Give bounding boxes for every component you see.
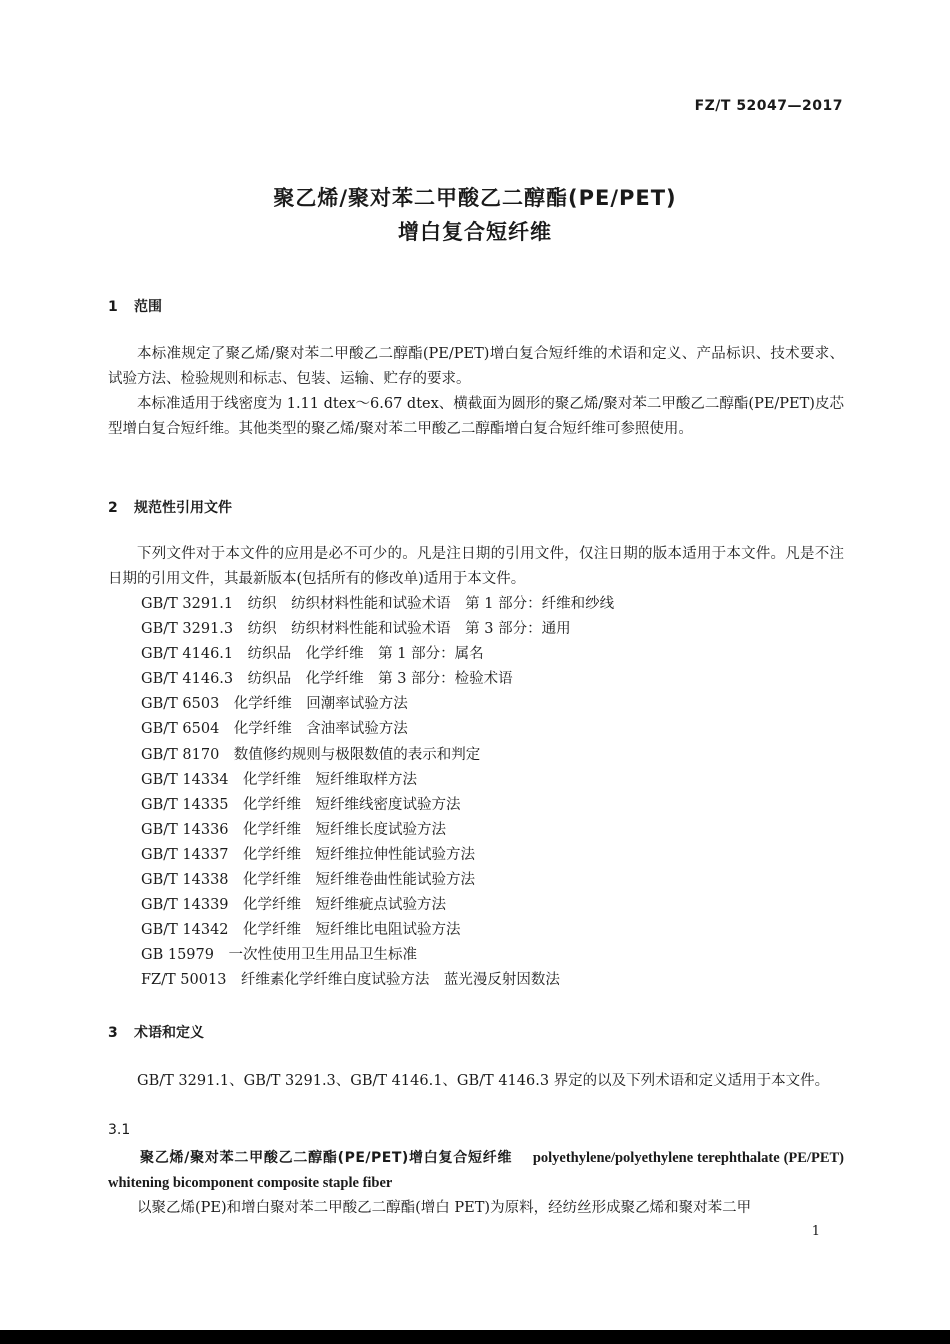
section-number: 3	[108, 1025, 118, 1041]
reference-item: GB/T 4146.3 纺织品 化学纤维 第 3 部分：检验术语	[141, 671, 513, 688]
term-english: polyethylene/polyethylene terephthalate (PE/PET) whitening bicomponent composite staple fiber	[108, 1150, 844, 1191]
terms-intro: GB/T 3291.1、GB/T 3291.3、GB/T 4146.1、GB/T 4146.3 界定的以及下列术语和定义适用于本文件。	[137, 1073, 830, 1089]
reference-item: GB/T 6503 化学纤维 回潮率试验方法	[141, 696, 408, 713]
term-chinese: 聚乙烯/聚对苯二甲酸乙二醇酯(PE/PET)增白复合短纤维	[140, 1150, 513, 1166]
page-number: 1	[811, 1224, 820, 1239]
reference-item: GB/T 6504 化学纤维 含油率试验方法	[141, 721, 408, 738]
term-entry	[108, 1146, 844, 1196]
document-title-line-1: 聚乙烯/聚对苯二甲酸乙二醇酯(PE/PET)	[273, 186, 677, 210]
reference-item: GB/T 14337 化学纤维 短纤维拉伸性能试验方法	[141, 846, 476, 863]
scope-paragraph-2: 本标准适用于线密度为 1.11 dtex～6.67 dtex、横截面为圆形的聚乙烯/聚对苯二甲酸乙二醇酯(PE/PET)皮芯型增白复合短纤维。其他类型的聚乙烯/聚对苯二甲酸乙二醇酯增白复合短纤维可参照使用。	[108, 396, 844, 437]
reference-item: GB/T 4146.1 纺织品 化学纤维 第 1 部分：属名	[141, 646, 484, 663]
section-title: 术语和定义	[134, 1025, 204, 1041]
reference-item: GB/T 14338 化学纤维 短纤维卷曲性能试验方法	[141, 872, 476, 889]
reference-item: GB/T 14336 化学纤维 短纤维长度试验方法	[141, 821, 447, 838]
reference-item: GB/T 3291.1 纺织 纺织材料性能和试验术语 第 1 部分：纤维和纱线	[141, 596, 615, 612]
section-title: 规范性引用文件	[134, 500, 232, 516]
reference-item: GB/T 14334 化学纤维 短纤维取样方法	[141, 771, 418, 788]
reference-item: GB/T 3291.3 纺织 纺织材料性能和试验术语 第 3 部分：通用	[141, 621, 571, 638]
section-2-heading	[108, 497, 232, 517]
reference-item: GB/T 14342 化学纤维 短纤维比电阻试验方法	[141, 922, 461, 939]
normative-refs-intro: 下列文件对于本文件的应用是必不可少的。凡是注日期的引用文件，仅注日期的版本适用于本文件。凡是不注日期的引用文件，其最新版本(包括所有的修改单)适用于本文件。	[108, 546, 844, 587]
document-title-line-2: 增白复合短纤维	[398, 220, 552, 244]
reference-item: FZ/T 50013 纤维素化学纤维白度试验方法 蓝光漫反射因数法	[141, 972, 560, 989]
bottom-border	[0, 1330, 950, 1344]
section-number: 2	[108, 500, 118, 516]
scope-paragraph-1: 本标准规定了聚乙烯/聚对苯二甲酸乙二醇酯(PE/PET)增白复合短纤维的术语和定义、产品标识、技术要求、试验方法、检验规则和标志、包装、运输、贮存的要求。	[108, 346, 844, 387]
reference-item: GB/T 8170 数值修约规则与极限数值的表示和判定	[141, 746, 481, 763]
term-definition: 以聚乙烯(PE)和增白聚对苯二甲酸乙二醇酯(增白 PET)为原料，经纺丝形成聚乙烯和聚对苯二甲	[137, 1200, 752, 1216]
section-3-heading	[108, 1022, 204, 1042]
section-number: 1	[108, 299, 118, 315]
reference-list	[141, 592, 614, 994]
reference-item: GB/T 14339 化学纤维 短纤维疵点试验方法	[141, 897, 447, 914]
section-title: 范围	[134, 299, 162, 315]
reference-item: GB 15979 一次性使用卫生用品卫生标准	[141, 947, 417, 964]
section-1-heading	[108, 296, 162, 316]
standard-code: FZ/T 52047—2017	[694, 98, 843, 114]
term-number: 3.1	[108, 1122, 131, 1138]
reference-item: GB/T 14335 化学纤维 短纤维线密度试验方法	[141, 796, 461, 813]
